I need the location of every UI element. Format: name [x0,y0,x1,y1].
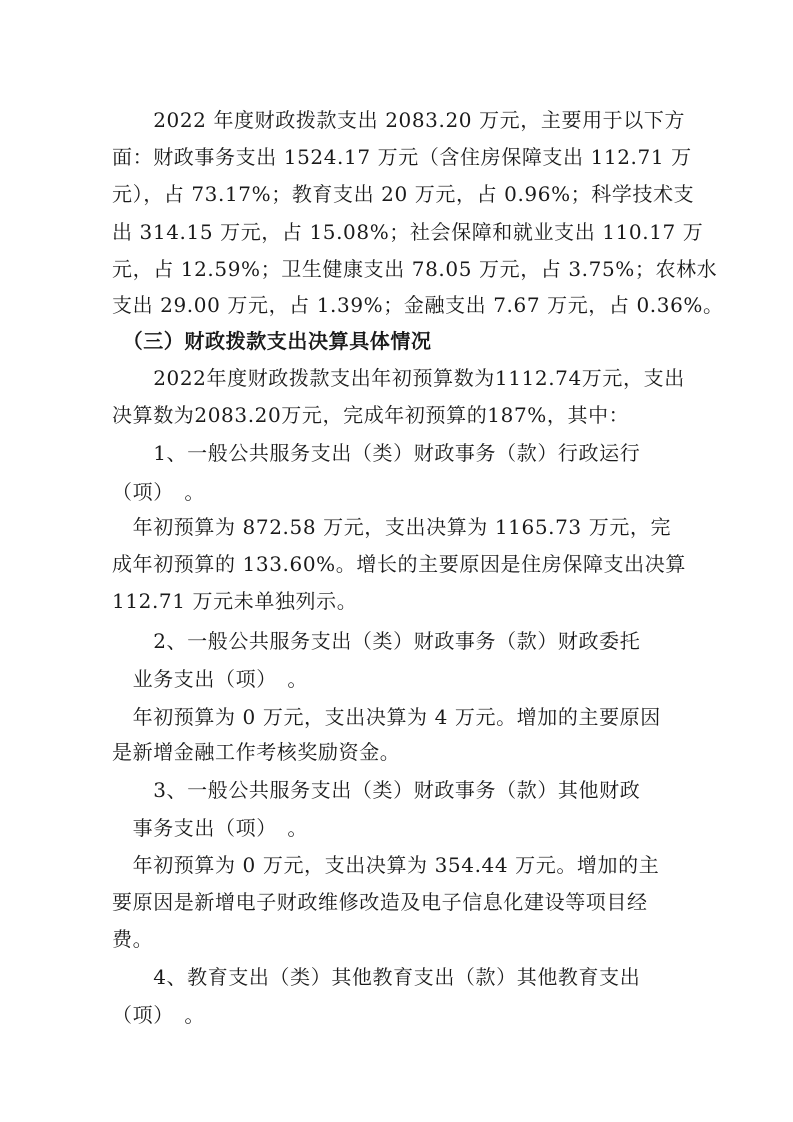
item-heading-line: 2、一般公共服务支出（类）财政事务（款）财政委托 [112,629,641,653]
body-text-line: 2022 年度财政拨款支出 2083.20 万元，主要用于以下方 [112,108,686,132]
body-text-line: 是新增金融工作考核奖励资金。 [112,740,401,764]
item-heading-line: 3、一般公共服务支出（类）财政事务（款）其他财政 [112,778,641,802]
body-text-line: 费。 [112,927,154,951]
section-heading: （三）财政拨款支出决算具体情况 [112,329,432,353]
body-text-line: 2022年度财政拨款支出年初预算数为1112.74万元，支出 [112,366,685,390]
body-text-line: 112.71 万元未单独列示。 [112,589,358,613]
body-text-line: 年初预算为 0 万元，支出决算为 354.44 万元。增加的主 [112,853,660,877]
body-text-line: 面：财政事务支出 1524.17 万元（含住房保障支出 112.71 万 [112,145,692,169]
item-heading-line: 事务支出（项） 。 [112,816,308,840]
body-text-line: 出 314.15 万元，占 15.08%；社会保障和就业支出 110.17 万 [112,220,704,244]
body-text-line: 年初预算为 872.58 万元，支出决算为 1165.73 万元，完 [112,515,672,539]
body-text-line: 年初预算为 0 万元，支出决算为 4 万元。增加的主要原因 [112,705,661,729]
item-heading-line: （项） 。 [112,1003,205,1027]
body-text-line: 元，占 12.59%；卫生健康支出 78.05 万元，占 3.75%；农林水 [112,257,718,281]
body-text-line: 支出 29.00 万元，占 1.39%；金融支出 7.67 万元，占 0.36%。 [112,293,724,317]
item-heading-line: 业务支出（项） 。 [112,667,308,691]
body-text-line: 要原因是新增电子财政维修改造及电子信息化建设等项目经 [112,890,648,914]
body-text-line: 元），占 73.17%；教育支出 20 万元，占 0.96%；科学技术支 [112,182,695,206]
item-heading-line: 4、教育支出（类）其他教育支出（款）其他教育支出 [112,965,641,989]
item-heading-line: （项） 。 [112,480,205,504]
body-text-line: 成年初预算的 133.60%。增长的主要原因是住房保障支出决算 [112,552,686,576]
item-heading-line: 1、一般公共服务支出（类）财政事务（款）行政运行 [112,441,641,465]
body-text-line: 决算数为2083.20万元，完成年初预算的187%，其中： [112,403,630,427]
